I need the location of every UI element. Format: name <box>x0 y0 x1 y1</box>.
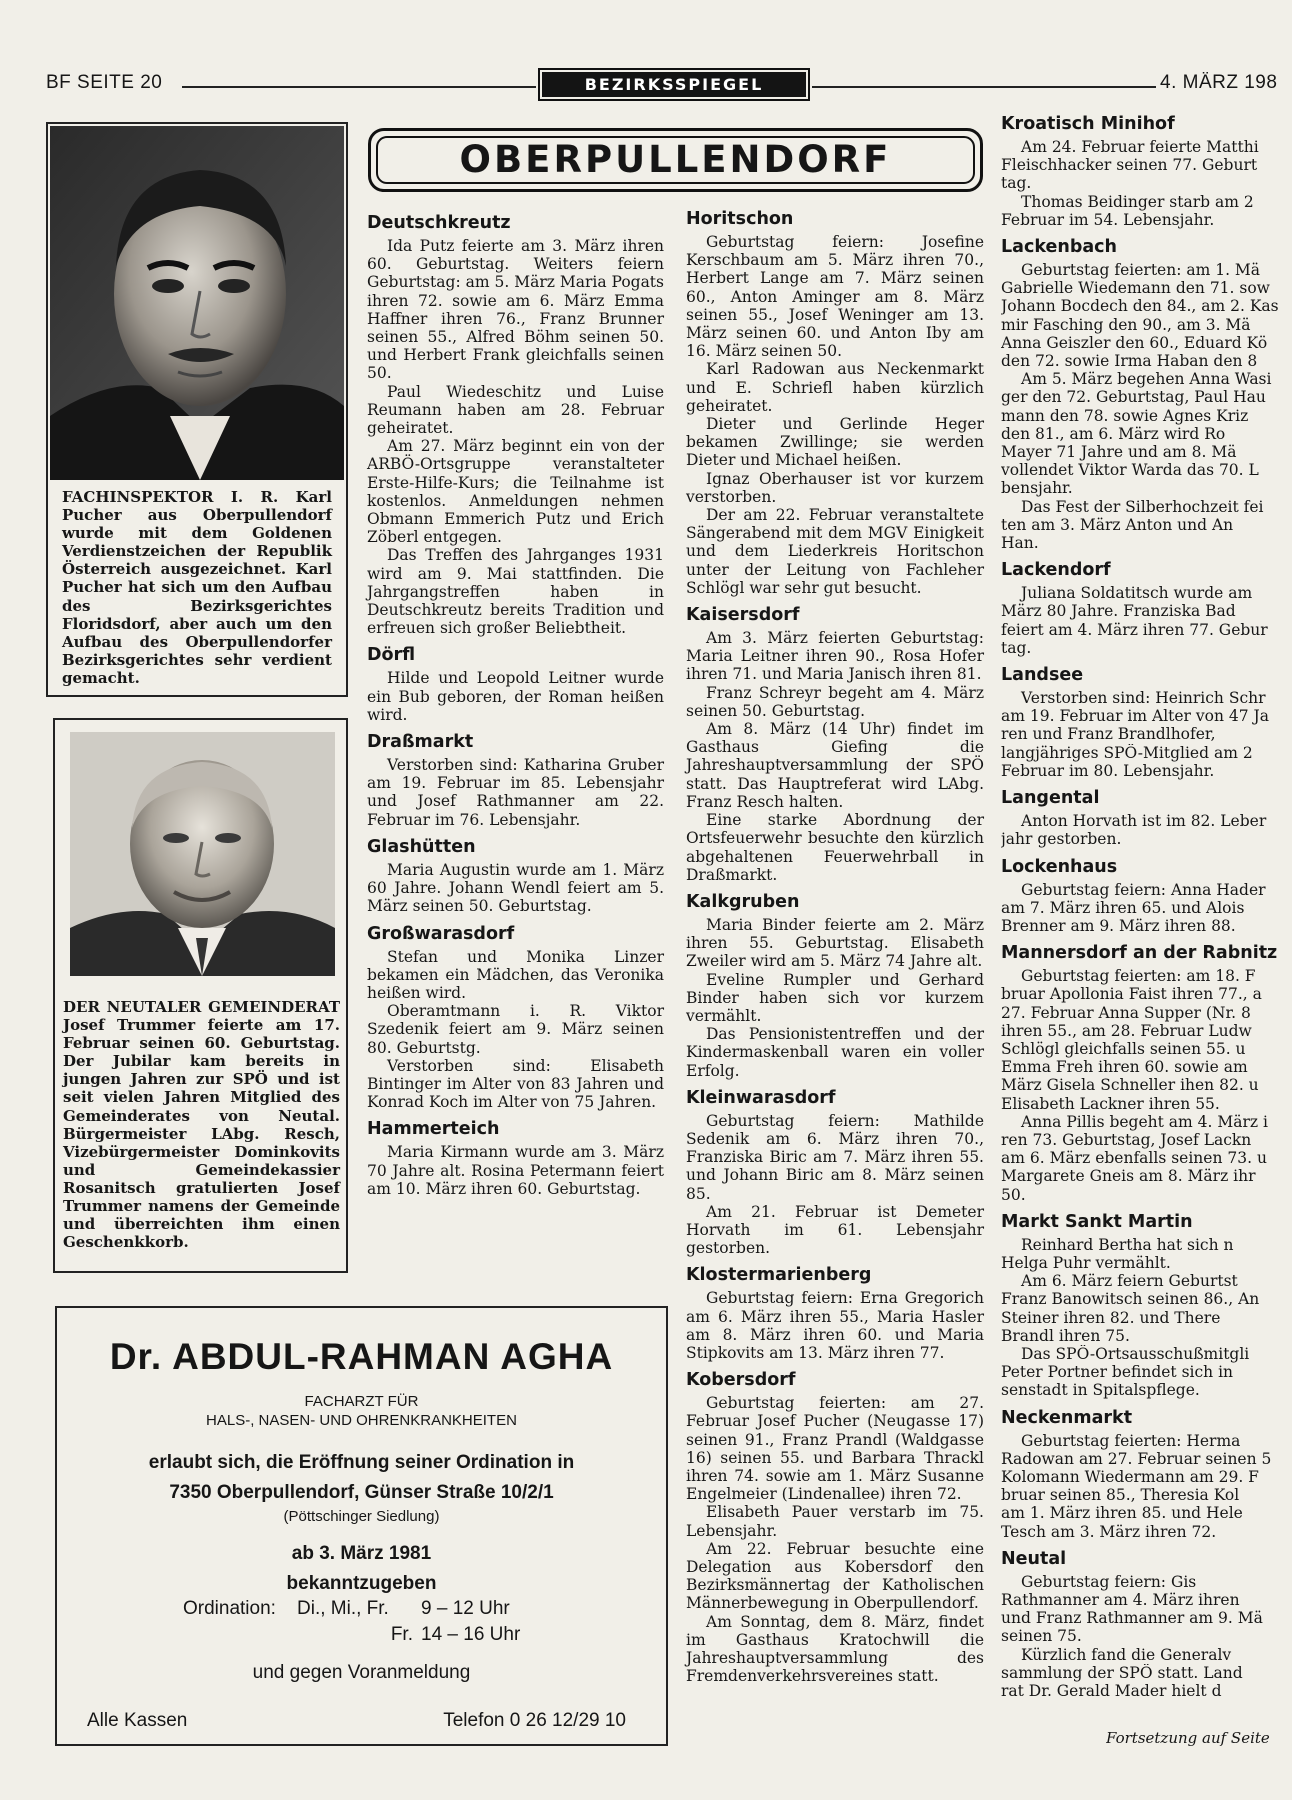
article-heading: Dörfl <box>367 645 416 666</box>
article-line: Anton Horvath ist im 82. Leber <box>1021 812 1267 831</box>
article-heading: Langental <box>1001 788 1100 809</box>
article-paragraph: Der am 22. Februar veranstaltete Sängerabend mit dem MGV Einigkeit und dem Liederkreis Horitschon unter der Leitung von Fachleher Schlögl war sehr gut besucht. <box>686 506 984 597</box>
ad-message-line-1: erlaubt sich, die Eröffnung seiner Ordination in <box>148 1452 575 1473</box>
ad-hours-days-1: Di., Mi., Fr. <box>297 1598 389 1619</box>
portrait-karl-pucher <box>50 126 344 480</box>
article-heading: Mannersdorf an der Rabnitz <box>1001 943 1278 964</box>
article-line: Geburtstag feierten: Herma <box>1021 1431 1241 1450</box>
article-paragraph: Am Sonntag, dem 8. März, findet im Gasthaus Kratochwill die Jahreshauptversammlung des Fremdenverkehrsvereines statt. <box>686 1612 984 1686</box>
article-paragraph: Geburtstag feiern: Mathilde Sedenik am 6. März ihren 70., Franziska Biric am 7. März ihren 55. und Johann Biric am 8. März seinen 85. <box>686 1111 984 1203</box>
ad-specialty-line-1: FACHARZT FÜR <box>304 1393 419 1410</box>
photo-frame-pucher <box>46 122 348 697</box>
article-line: März 80 Jahre. Franziska Bad <box>1001 602 1236 621</box>
article-line: vollendet Viktor Warda das 70. L <box>1001 461 1259 480</box>
article-line: tag. <box>1001 174 1032 193</box>
ad-hours-label: Ordination: <box>183 1598 276 1619</box>
article-line: Helga Puhr vermählt. <box>1001 1253 1171 1272</box>
article-paragraph: Ida Putz feierte am 3. März ihren 60. Geburtstag. Weiters feiern Geburtstag: am 5. März Maria Pogats ihren 72. sowie am 6. März Emma Haffner ihren 76., Franz Brunner seinen 55., Alfred Böhm seinen 50. und Herbert Frank gleichfalls seinen 50. <box>367 237 664 383</box>
article-line: Kolomann Wiedermann am 29. F <box>1001 1467 1259 1486</box>
ad-hours-time-2: 14 – 16 Uhr <box>421 1624 521 1645</box>
article-paragraph: Maria Augustin wurde am 1. März 60 Jahre. Johann Wendl feiert am 5. März seinen 50. Geburtstag. <box>367 860 664 916</box>
article-line: Das Fest der Silberhochzeit fei <box>1021 497 1264 516</box>
article-line: Tesch am 3. März ihren 72. <box>1001 1522 1217 1541</box>
article-line: feiert am 4. März ihren 77. Gebur <box>1001 620 1268 639</box>
article-heading: Lockenhaus <box>1001 856 1118 877</box>
article-line: Schlögl gleichfalls seinen 55. u <box>1001 1039 1246 1058</box>
article-paragraph: Am 27. März beginnt ein von der ARBÖ-Ortsgruppe veranstalteter Erste-Hilfe-Kurs; die Teilnahme ist kostenlos. Anmeldungen nehmen Obmann Emmerich Putz und Erich Zöberl entgegen. <box>367 437 664 547</box>
article-paragraph: Geburtstag feierten: am 27. Februar Josef Pucher (Neugasse 17) seinen 91., Franz Prandl (Waldgasse 16) seinen 55. und Barbara Thrackl ihren 74. sowie am 1. März Susanne Engelmeier (Lindenallee) ihren 72. <box>686 1394 984 1504</box>
article-line: Elisabeth Lackner ihren 55. <box>1001 1094 1220 1113</box>
article-line: Johann Bocdech den 84., am 2. Kas <box>1001 297 1279 316</box>
article-heading: Landsee <box>1001 665 1084 686</box>
article-line: Han. <box>1001 534 1039 553</box>
article-paragraph: Am 21. Februar ist Demeter Horvath im 61. Lebensjahr gestorben. <box>686 1202 984 1258</box>
article-paragraph: Verstorben sind: Katharina Gruber am 19. Februar im 85. Lebensjahr und Josef Rathmanner am 22. Februar im 76. Lebensjahr. <box>367 756 664 829</box>
article-line: ren 73. Geburtstag, Josef Lackn <box>1001 1130 1252 1149</box>
article-line: mir Fasching den 90., am 3. Mä <box>1001 315 1251 334</box>
article-line: bruar seinen 85., Theresia Kol <box>1001 1486 1240 1505</box>
article-line: mann den 78. sowie Agnes Kriz <box>1001 406 1249 425</box>
article-line: langjähriges SPÖ-Mitglied am 2 <box>1001 743 1253 762</box>
article-line: Reinhard Bertha hat sich n <box>1021 1235 1234 1254</box>
doctor-advertisement <box>55 1306 668 1746</box>
header-rule-right <box>812 86 1156 88</box>
article-heading: Markt Sankt Martin <box>1001 1211 1193 1232</box>
ad-announce: bekanntzugeben <box>286 1573 437 1594</box>
article-paragraph: Geburtstag feiern: Josefine Kerschbaum am 5. März ihren 70., Herbert Lange am 7. März seinen 60., Anton Aminger am 8. März seinen 55., Josef Weninger am 13. März seinen 60. und Anton Iby am 16. März seinen 50. <box>686 233 984 361</box>
article-line: Peter Portner befindet sich in <box>1001 1363 1234 1382</box>
photo-caption-trummer: DER NEUTALER GEMEINDERAT Josef Trummer feierte am 17. Februar seinen 60. Geburtstag. Der Jubilar kam bereits in jungen Jahren zur SPÖ und ist seit vielen Jahren Mitglied des Gemeinderates von Neutal. Bürgermeister LAbg. Resch, Vizebürgermeister Dominkovits und Gemeindekassier Rosanitsch gratulierten Josef Trummer namens der Gemeinde und überreichten ihm einen Geschenkkorb. <box>63 998 340 1252</box>
article-heading: Deutschkreutz <box>367 213 511 233</box>
article-line: und Franz Rathmanner am 9. Mä <box>1001 1609 1263 1628</box>
article-line: ten am 3. März Anton und An <box>1001 515 1234 534</box>
ad-insurance: Alle Kassen <box>87 1710 188 1731</box>
article-heading: Glashütten <box>367 836 476 857</box>
ad-office-hours <box>183 1596 520 1648</box>
article-paragraph: Geburtstag feiern: Erna Gregorich am 6. März ihren 55., Maria Hasler am 8. März ihren 60. und Maria Stipkovits am 13. März ihren 77. <box>686 1289 984 1362</box>
article-line: Geburtstag feierten: am 1. Mä <box>1021 261 1261 280</box>
article-heading: Kobersdorf <box>686 1370 796 1391</box>
article-paragraph: Oberamtmann i. R. Viktor Szedenik feiert am 9. März seinen 80. Geburtstg. <box>367 1002 664 1057</box>
article-line: den 81., am 6. März wird Ro <box>1001 424 1226 443</box>
district-title: OBERPULLENDORF <box>376 136 975 184</box>
article-paragraph: Am 3. März feierten Geburtstag: Maria Leitner ihren 90., Rosa Hofer ihren 71. und Maria Janisch ihren 81. <box>686 629 984 684</box>
article-line: Am 5. März begehen Anna Wasi <box>1021 370 1272 389</box>
article-line: Fleischhacker seinen 77. Geburt <box>1001 156 1258 175</box>
article-heading: Klostermarienberg <box>686 1265 872 1286</box>
article-paragraph: Am 22. Februar besuchte eine Delegation aus Kobersdorf den Bezirksmännertag der Katholischen Männerbewegung in Oberpullendorf. <box>686 1539 984 1613</box>
article-line: Geburtstag feierten: am 18. F <box>1021 967 1256 986</box>
article-line: am 6. März ebenfalls seinen 73. u <box>1001 1149 1267 1168</box>
article-paragraph: Maria Binder feierte am 2. März ihren 55. Geburtstag. Elisabeth Zweiler wird am 5. März 74 Jahre alt. <box>686 915 984 971</box>
article-paragraph: Das Treffen des Jahrganges 1931 wird am 9. Mai stattfinden. Die Jahrgangstreffen haben in Deutschkreutz bereits Tradition und erfreuen sich großer Beliebtheit. <box>367 546 664 638</box>
article-heading: Kleinwarasdorf <box>686 1087 836 1108</box>
article-line: Emma Freh ihren 60. sowie am <box>1001 1058 1248 1077</box>
page-number: BF SEITE 20 <box>46 72 163 93</box>
ad-address: 7350 Oberpullendorf, Günser Straße 10/2/1 <box>169 1482 554 1503</box>
article-line: Margarete Gneis am 8. März ihr <box>1001 1167 1256 1186</box>
title-frame <box>368 128 983 192</box>
photo-caption-pucher: FACHINSPEKTOR I. R. Karl Pucher aus Oberpullendorf wurde mit dem Goldenen Verdienstzeichen der Republik Österreich ausgezeichnet. Karl Pucher hat sich um den Aufbau des Bezirksgerichtes Floridsdorf, aber auch um den Aufbau des Oberpullendorfer Bezirksgerichtes sehr verdient gemacht. <box>62 488 332 687</box>
article-paragraph: Hilde und Leopold Leitner wurde ein Bub geboren, der Roman heißen wird. <box>367 669 664 724</box>
article-line: bruar Apollonia Faist ihren 77., a <box>1001 985 1262 1004</box>
ad-appointment-note: und gegen Voranmeldung <box>252 1662 471 1683</box>
article-heading: Großwarasdorf <box>367 923 515 944</box>
article-line: Steiner ihren 82. und There <box>1001 1308 1221 1327</box>
article-line: jahr gestorben. <box>1001 830 1122 849</box>
article-line: Kürzlich fand die Generalv <box>1021 1645 1232 1664</box>
article-heading: Kroatisch Minihof <box>1001 114 1175 134</box>
article-heading: Neutal <box>1001 1548 1067 1569</box>
article-line: Das SPÖ-Ortsausschußmitgli <box>1021 1344 1250 1363</box>
article-line: tag. <box>1001 638 1032 657</box>
article-line: ihren 55., am 28. Februar Ludw <box>1001 1021 1252 1040</box>
article-line: Mayer 71 Jahre und am 8. Mä <box>1001 443 1237 462</box>
continuation-note: Fortsetzung auf Seite <box>1106 1729 1270 1747</box>
article-line: Gabrielle Wiedemann den 71. sow <box>1001 279 1270 298</box>
article-heading: Kaisersdorf <box>686 605 800 626</box>
header-rule-left <box>182 86 536 88</box>
article-line: 27. Februar Anna Supper (Nr. 8 <box>1001 1003 1251 1022</box>
ad-address-note: (Pöttschinger Siedlung) <box>283 1508 440 1525</box>
article-line: Thomas Beidinger starb am 2 <box>1021 192 1254 211</box>
section-banner-label: BEZIRKSSPIEGEL <box>542 72 806 97</box>
ad-hours-days-2: Fr. <box>390 1624 413 1645</box>
article-line: Am 24. Februar feierte Matthi <box>1021 138 1259 156</box>
column-1 <box>367 212 664 1278</box>
article-line: ren und Franz Brandlhofer, <box>1001 725 1216 744</box>
article-line: Rathmanner am 4. März ihren <box>1001 1591 1240 1609</box>
article-heading: Lackenbach <box>1001 237 1117 258</box>
article-line: Februar im 54. Lebensjahr. <box>1001 210 1215 229</box>
ad-hours-time-1: 9 – 12 Uhr <box>421 1598 510 1619</box>
article-paragraph: Dieter und Gerlinde Heger bekamen Zwillinge; sie werden Dieter und Michael heißen. <box>686 415 984 470</box>
photo-frame-trummer <box>53 718 348 1273</box>
article-line: am 7. März ihren 65. und Alois <box>1001 898 1245 917</box>
article-heading: Horitschon <box>686 209 794 229</box>
article-paragraph: Das Pensionistentreffen und der Kindermaskenball waren ein voller Erfolg. <box>686 1025 984 1080</box>
article-line: Verstorben sind: Heinrich Schr <box>1021 689 1266 708</box>
article-line: Franz Banowitsch seinen 86., An <box>1001 1290 1260 1309</box>
article-heading: Hammerteich <box>367 1119 500 1140</box>
article-line: Am 6. März feiern Geburtst <box>1021 1272 1238 1291</box>
article-line: bensjahr. <box>1001 479 1073 498</box>
article-line: Anna Geiszler den 60., Eduard Kö <box>1001 333 1268 352</box>
portrait-josef-trummer <box>70 732 335 976</box>
article-paragraph: Eine starke Abordnung der Ortsfeuerwehr besuchte den kürzlich abgehaltenen Feuerwehrball in Draßmarkt. <box>686 811 984 884</box>
article-line: Februar im 80. Lebensjahr. <box>1001 761 1215 780</box>
article-line: Brenner am 9. März ihren 88. <box>1001 916 1236 935</box>
article-paragraph: Am 8. März (14 Uhr) findet im Gasthaus Giefing die Jahreshauptversammlung der SPÖ statt. Das Hauptreferat wird LAbg. Franz Resch halten. <box>686 720 984 811</box>
article-heading: Kalkgruben <box>686 891 800 912</box>
article-line: sammlung der SPÖ statt. Land <box>1001 1663 1243 1682</box>
article-paragraph: Karl Radowan aus Neckenmarkt und E. Schriefl haben kürzlich geheiratet. <box>686 360 984 415</box>
ad-doctor-name: Dr. ABDUL-RAHMAN AGHA <box>109 1336 614 1377</box>
article-line: Brandl ihren 75. <box>1001 1326 1130 1345</box>
article-paragraph: Stefan und Monika Linzer bekamen ein Mädchen, das Veronika heißen wird. <box>367 947 664 1002</box>
article-line: Geburtstag feiern: Anna Hader <box>1021 880 1266 899</box>
article-heading: Lackendorf <box>1001 560 1111 581</box>
article-line: Radowan am 27. Februar seinen 5 <box>1001 1449 1272 1468</box>
article-paragraph: Verstorben sind: Elisabeth Bintinger im Alter von 83 Jahren und Konrad Koch im Alter von 75 Jahren. <box>367 1056 664 1112</box>
article-paragraph: Franz Schreyr begeht am 4. März seinen 50. Geburtstag. <box>686 683 984 720</box>
article-line: senstadt in Spitalspflege. <box>1001 1381 1200 1400</box>
article-line: Anna Pillis begeht am 4. März i <box>1021 1112 1268 1131</box>
article-paragraph: Eveline Rumpler und Gerhard Binder haben sich vor kurzem vermählt. <box>686 970 984 1025</box>
article-paragraph: Paul Wiedeschitz und Luise Reumann haben am 28. Februar geheiratet. <box>367 382 664 438</box>
issue-date: 4. MÄRZ 198 <box>1160 72 1278 93</box>
ad-phone: Telefon 0 26 12/29 10 <box>443 1710 626 1731</box>
article-line: rat Dr. Gerald Mader hielt d <box>1001 1682 1222 1701</box>
article-line: den 72. sowie Irma Haban den 8 <box>1001 352 1258 371</box>
article-paragraph: Elisabeth Pauer verstarb im 75. Lebensjahr. <box>686 1503 984 1540</box>
article-heading: Draßmarkt <box>367 732 474 753</box>
article-line: seinen 75. <box>1001 1627 1082 1646</box>
column-3 <box>1001 113 1292 1723</box>
article-line: Geburtstag feiern: Gis <box>1021 1572 1197 1591</box>
article-line: 50. <box>1001 1185 1026 1204</box>
article-line: März Gisela Schneller ihen 82. u <box>1001 1076 1259 1095</box>
article-paragraph: Ignaz Oberhauser ist vor kurzem verstorben. <box>686 469 984 506</box>
article-line: am 1. März ihren 85. und Hele <box>1001 1504 1243 1523</box>
ad-specialty-line-2: HALS-, NASEN- UND OHRENKRANKHEITEN <box>206 1412 517 1429</box>
article-heading: Neckenmarkt <box>1001 1407 1133 1428</box>
article-paragraph: Maria Kirmann wurde am 3. März 70 Jahre alt. Rosina Petermann feiert am 10. März ihren 60. Geburtstag. <box>367 1143 664 1198</box>
article-line: ger den 72. Geburtstag, Paul Hau <box>1001 388 1266 407</box>
ad-opening-date: ab 3. März 1981 <box>291 1543 432 1564</box>
column-2 <box>686 208 984 1758</box>
article-line: Juliana Soldatitsch wurde am <box>1021 584 1253 603</box>
article-line: am 19. Februar im Alter von 47 Ja <box>1001 707 1269 726</box>
section-banner <box>538 68 810 101</box>
